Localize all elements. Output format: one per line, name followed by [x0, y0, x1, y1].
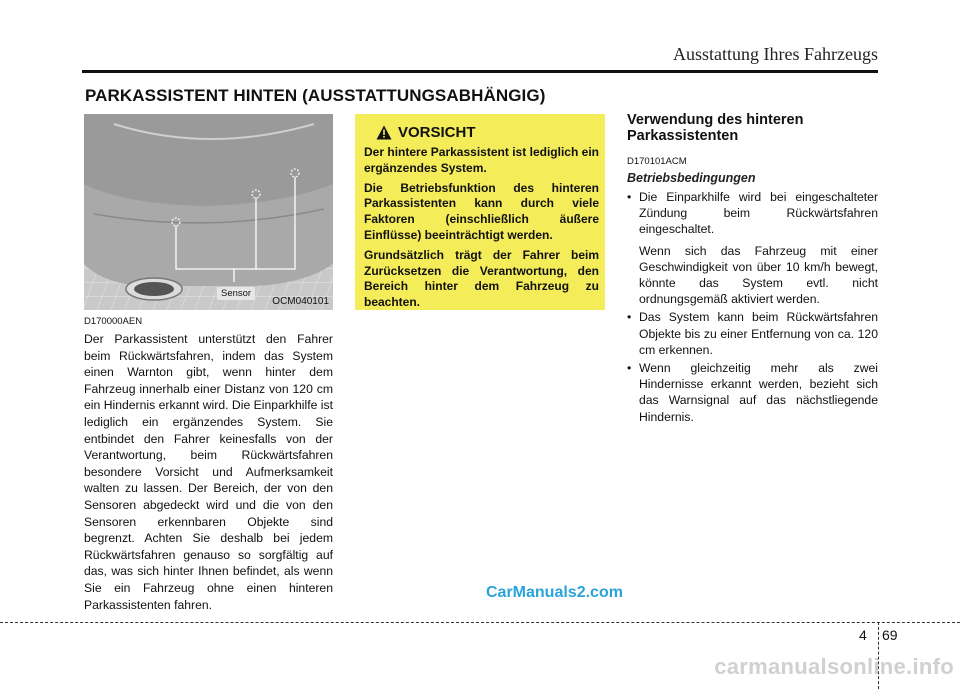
- intro-text: Der Parkassistent unterstützt den Fahrer beim Rückwärtsfahren, indem das System einen Warnton gibt, wenn hinter dem Fahrzeug innerhalb einer Distanz von 120 cm ein Hindernis erkannt wird. Die Einparkhilfe ist lediglich ein ergänzendes System. Sie entbindet den Fahrer keinesfalls von der Verantwortung, beim Rückwärtsfahren besondere Vorsicht und Aufmerksamkeit walten zu lassen. Der Bereich, der von den Sensoren abgedeckt wird und die von den Sensoren erkennbaren Objekte sind begrenzt. Achten Sie deshalb bei jedem Rückwärtsfahren genauso so sorgfältig auf das, was sich hinter Ihnen befindet, als wenn Sie ein Fahrzeug ohne einen hinteren Parkassistenten fahren.: [84, 332, 333, 612]
- list-item: [627, 360, 878, 425]
- intro-code: D170000AEN: [84, 316, 143, 327]
- carmanualsonline-watermark: carmanualsonline.info: [714, 654, 954, 679]
- rear-bumper-illustration: [84, 114, 333, 310]
- caution-paragraph-1: Der hintere Parkassistent ist lediglich ein ergänzendes System.: [364, 145, 599, 175]
- list-item: [627, 309, 878, 358]
- bullet-2-text: Das System kann beim Rückwärtsfahren Objekte bis zu einer Entfernung von ca. 120 cm erkennen.: [639, 310, 878, 357]
- bullet-1-extra: Wenn sich das Fahrzeug mit einer Geschwindigkeit von über 10 km/h bewegt, könnte das System evtl. nicht ordnungsgemäß aktiviert werden.: [639, 243, 878, 307]
- caution-header: [376, 124, 599, 141]
- usage-list: [627, 189, 878, 425]
- caution-paragraph-3: Grundsätzlich trägt der Fahrer beim Zurücksetzen die Verantwortung, den Bereich hinter dem Fahrzeug zu beachten.: [364, 247, 599, 310]
- carmanuals2-watermark-link[interactable]: CarManuals2.com: [486, 584, 623, 601]
- page-number: 69: [882, 627, 898, 643]
- list-item: [627, 189, 878, 307]
- bullet-1-text: Die Einparkhilfe wird bei eingeschalteter Zündung beim Rückwärtsfahren eingeschaltet.: [639, 190, 878, 237]
- caution-box: [355, 114, 605, 310]
- caution-paragraph-2: Die Betriebsfunktion des hinteren Parkassistenten kann durch viele Faktoren (einschließlich äußere Einflüsse) beeinträchtigt werden.: [364, 180, 599, 242]
- usage-subtitle: Betriebsbedingungen: [627, 171, 756, 185]
- usage-column: [627, 112, 878, 427]
- header-rule: [82, 70, 878, 73]
- bumper-drawing: [84, 114, 333, 310]
- bullet-3-text: Wenn gleichzeitig mehr als zwei Hindernisse erkannt werden, bezieht sich das Warnsignal auf das nächstliegende Hindernis.: [639, 361, 878, 424]
- usage-code: D170101ACM: [627, 156, 687, 167]
- footer-rule: [0, 622, 960, 623]
- chapter-number: 4: [859, 627, 867, 643]
- intro-column: [84, 316, 333, 613]
- sensor-label: Sensor: [217, 287, 255, 300]
- running-header: Ausstattung Ihres Fahrzeugs: [673, 44, 878, 64]
- caution-title: VORSICHT: [398, 124, 476, 141]
- section-title: PARKASSISTENT HINTEN (AUSSTATTUNGSABHÄNGIG): [85, 86, 546, 105]
- figure-code: OCM040101: [272, 296, 329, 307]
- usage-title: Verwendung des hinteren Parkassistenten: [627, 112, 804, 144]
- warning-triangle-icon: [376, 125, 392, 140]
